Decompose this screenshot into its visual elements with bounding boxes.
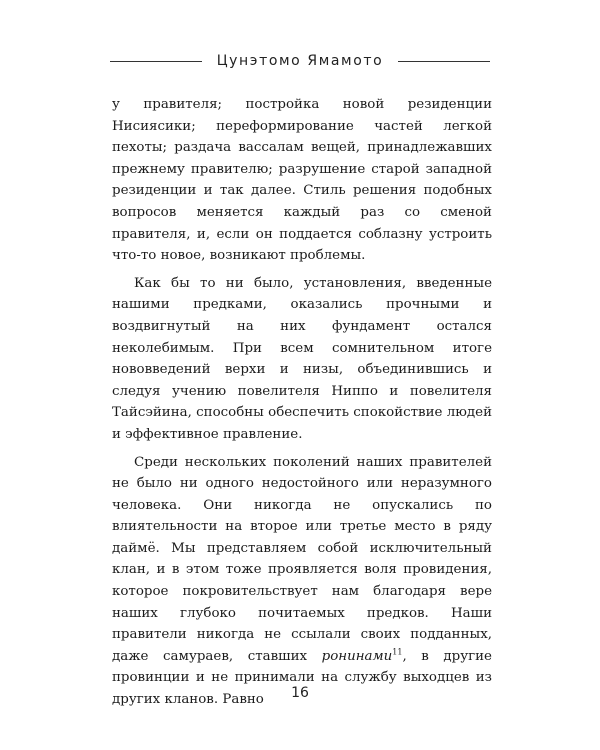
running-title: Цунэтомо Ямамото [216, 53, 384, 69]
page-number: 16 [291, 685, 309, 701]
body-text [112, 94, 492, 717]
paragraph-3-text-start: Среди нескольких поколений наших правителей не было ни одного недостойного или неразумного человека. Они никогда не опускались по влиятельности на второе или третье место в ряду даймё. Мы представляем собой исключительный клан, и в этом тоже проявляется воля провидения, которое покровительствует нам благодаря вере наших глубоко почитаемых предков. Наши правители никогда не ссылали своих подданных, даже самураев, ставших [112, 454, 492, 664]
paragraph-3-text-end: , в другие провинции и не принимали на службу выходцев из других кланов. Равно [112, 648, 492, 708]
header-rule-right [398, 61, 490, 62]
italic-term-ronin: ронинами [321, 648, 393, 664]
paragraph-1: у правителя; постройка новой резиденции Нисиясики; переформирование частей легкой пехоты; раздача вассалам вещей, принадлежавших прежнему правителю; разрушение старой западной резиденции и так далее. Стиль решения подобных вопросов меняется каждый раз со сменой правителя, и, если он поддается соблазну устроить что-то новое, возникают проблемы. [112, 97, 492, 264]
running-header [110, 50, 490, 74]
paragraph-2: Как бы то ни было, установления, введенные нашими предками, оказались прочными и воздвигнутый на них фундамент остался неколебимым. При всем сомнительном итоге нововведений верхи и низы, объединившись и следуя учению повелителя Ниппо и повелителя Тайсэйина, способны обеспечить спокойствие людей и эффективное правление. [112, 275, 492, 442]
paragraph-3 [112, 452, 492, 711]
footnote-marker: 11 [392, 647, 403, 657]
